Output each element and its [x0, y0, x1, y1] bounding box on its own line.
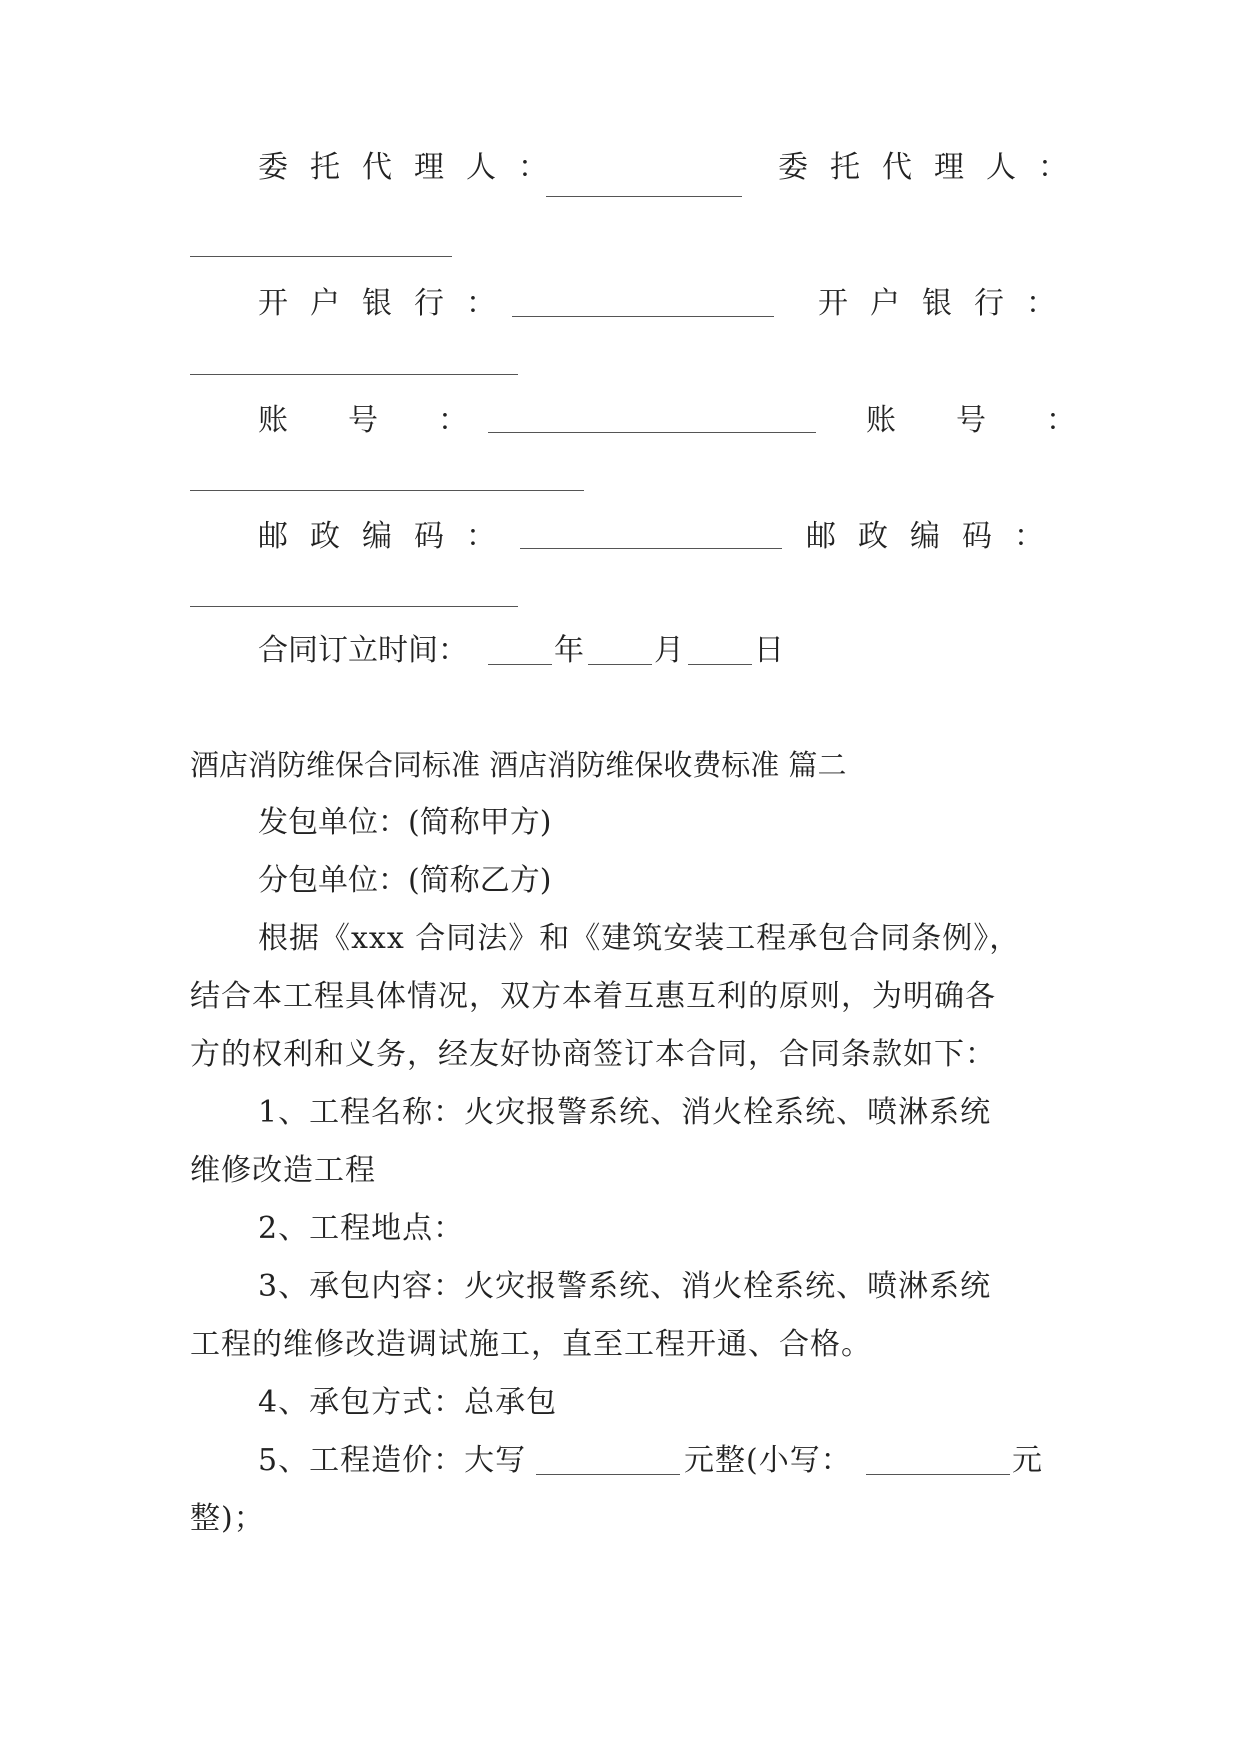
account-blank-right[interactable]: [190, 490, 584, 491]
clause-3-line-2: 工程的维修改造调试施工，直至工程开通、合格。: [190, 1327, 872, 1362]
account-label-left: 账号：: [258, 403, 528, 438]
month-blank[interactable]: [588, 664, 652, 665]
day-label: 日: [754, 633, 784, 668]
bank-label-right: 开户银行：: [818, 286, 1078, 321]
section-title: 酒店消防维保合同标准 酒店消防维保收费标准 篇二: [190, 748, 847, 782]
agent-label-left: 委托代理人：: [258, 150, 570, 185]
clause-2: 2、工程地点：: [258, 1211, 465, 1246]
agent-blank-left[interactable]: [546, 196, 742, 197]
preamble-line-2: 结合本工程具体情况，双方本着互惠互利的原则，为明确各: [190, 979, 996, 1014]
clause-1-line-2: 维修改造工程: [190, 1153, 376, 1188]
agent-label-right: 委托代理人：: [778, 150, 1090, 185]
date-label: 合同订立时间：: [258, 633, 468, 668]
bank-blank-right[interactable]: [190, 374, 518, 375]
postcode-label-right: 邮政编码：: [806, 519, 1066, 554]
contractor-line: 发包单位：(简称甲方): [258, 805, 552, 840]
postcode-blank-left[interactable]: [520, 548, 782, 549]
subcontractor-line: 分包单位：(简称乙方): [258, 863, 552, 898]
account-label-right: 账号：: [866, 403, 1136, 438]
month-label: 月: [654, 633, 684, 668]
price-figures-blank[interactable]: [866, 1474, 1010, 1475]
day-blank[interactable]: [688, 664, 752, 665]
clause-5-prefix: 5、工程造价：大写: [258, 1443, 527, 1478]
preamble-line-3: 方的权利和义务，经友好协商签订本合同，合同条款如下：: [190, 1037, 996, 1072]
clause-5-line-2: 整)；: [190, 1501, 265, 1536]
price-words-blank[interactable]: [536, 1474, 680, 1475]
preamble-line-1: 根据《xxx 合同法》和《建筑安装工程承包合同条例》，: [258, 921, 1021, 956]
year-label: 年: [554, 633, 584, 668]
clause-4: 4、承包方式：总承包: [258, 1385, 558, 1420]
bank-label-left: 开户银行：: [258, 286, 518, 321]
bank-blank-left[interactable]: [512, 316, 774, 317]
postcode-label-left: 邮政编码：: [258, 519, 518, 554]
agent-blank-right[interactable]: [190, 256, 452, 257]
clause-5-mid: 元整(小写：: [684, 1443, 852, 1478]
clause-1-line-1: 1、工程名称：火灾报警系统、消火栓系统、喷淋系统: [258, 1095, 992, 1130]
year-blank[interactable]: [488, 664, 552, 665]
postcode-blank-right[interactable]: [190, 606, 518, 607]
clause-5-suffix: 元: [1012, 1443, 1043, 1478]
account-blank-left[interactable]: [488, 432, 816, 433]
clause-3-line-1: 3、承包内容：火灾报警系统、消火栓系统、喷淋系统: [258, 1269, 992, 1304]
